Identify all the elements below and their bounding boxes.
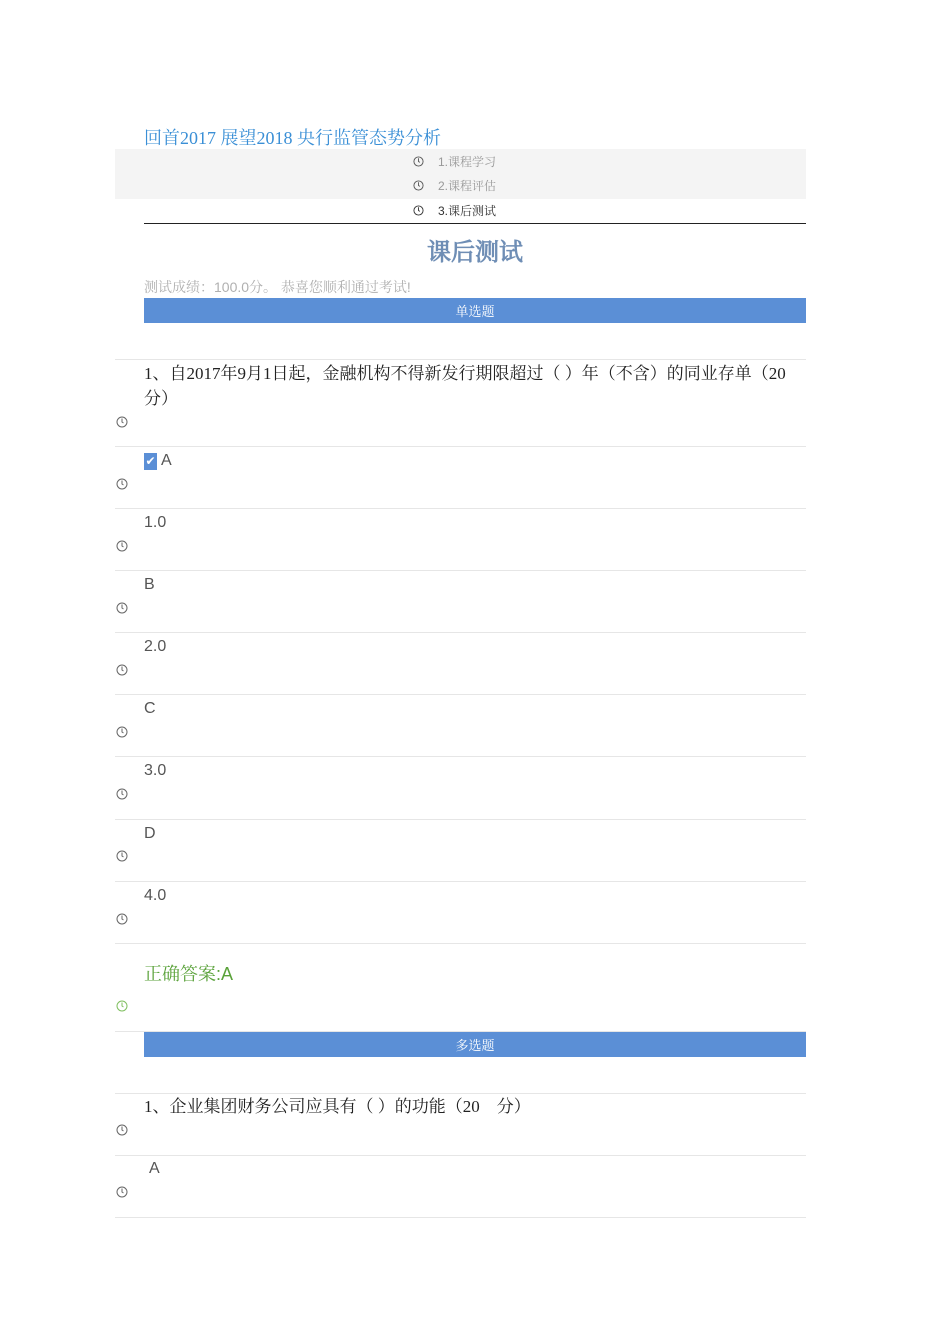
option-a[interactable]: A	[149, 1160, 160, 1177]
clock-icon	[116, 540, 128, 552]
divider	[115, 1155, 806, 1156]
step-label: 2.课程评估	[438, 179, 497, 193]
clock-icon	[116, 1000, 128, 1012]
option-b[interactable]: B	[144, 576, 155, 593]
option-letter: A	[161, 452, 172, 469]
step-label: 3.课后测试	[438, 204, 497, 218]
section-single-choice: 单选题	[144, 298, 806, 323]
divider	[115, 756, 806, 757]
clock-icon	[116, 664, 128, 676]
question-text: 1、自2017年9月1日起，金融机构不得新发行期限超过（ ）年（不含）的同业存单（20 分）	[144, 364, 803, 408]
question-text: 1、企业集团财务公司应具有（ ）的功能（20 分）	[144, 1097, 531, 1116]
divider	[115, 881, 806, 882]
clock-icon	[413, 156, 424, 167]
option-b-value: 2.0	[144, 638, 167, 655]
option-c-value: 3.0	[144, 762, 167, 779]
divider	[115, 943, 806, 944]
clock-icon	[116, 602, 128, 614]
option-c[interactable]: C	[144, 700, 156, 717]
steps-divider	[144, 223, 806, 224]
checkmark-icon[interactable]: ✔	[145, 454, 156, 468]
divider	[115, 570, 806, 571]
divider	[115, 508, 806, 509]
divider	[115, 632, 806, 633]
option-a-value: 1.0	[144, 514, 167, 531]
clock-icon	[116, 850, 128, 862]
step-label: 1.课程学习	[438, 155, 497, 169]
clock-icon	[116, 416, 128, 428]
course-title: 回首2017 展望2018 央行监管态势分析	[144, 128, 441, 148]
clock-icon	[413, 205, 424, 216]
divider	[115, 359, 806, 360]
clock-icon	[116, 913, 128, 925]
score-message: 测试成绩：100.0分。 恭喜您顺利通过考试!	[144, 279, 411, 295]
clock-icon	[116, 478, 128, 490]
step-course-study[interactable]	[413, 149, 496, 174]
option-d[interactable]: D	[144, 825, 156, 842]
option-a[interactable]	[144, 452, 172, 470]
divider	[115, 1217, 806, 1218]
divider	[115, 446, 806, 447]
clock-icon	[116, 788, 128, 800]
clock-icon	[116, 1186, 128, 1198]
divider	[115, 694, 806, 695]
divider	[115, 819, 806, 820]
course-steps	[115, 149, 806, 223]
step-course-evaluation[interactable]	[413, 173, 496, 198]
step-post-test[interactable]	[413, 198, 496, 223]
clock-icon	[413, 180, 424, 191]
correct-answer: 正确答案:A	[144, 964, 234, 984]
page-title: 课后测试	[427, 238, 523, 266]
clock-icon	[116, 726, 128, 738]
option-d-value: 4.0	[144, 887, 167, 904]
clock-icon	[116, 1124, 128, 1136]
section-multiple-choice: 多选题	[144, 1032, 806, 1057]
